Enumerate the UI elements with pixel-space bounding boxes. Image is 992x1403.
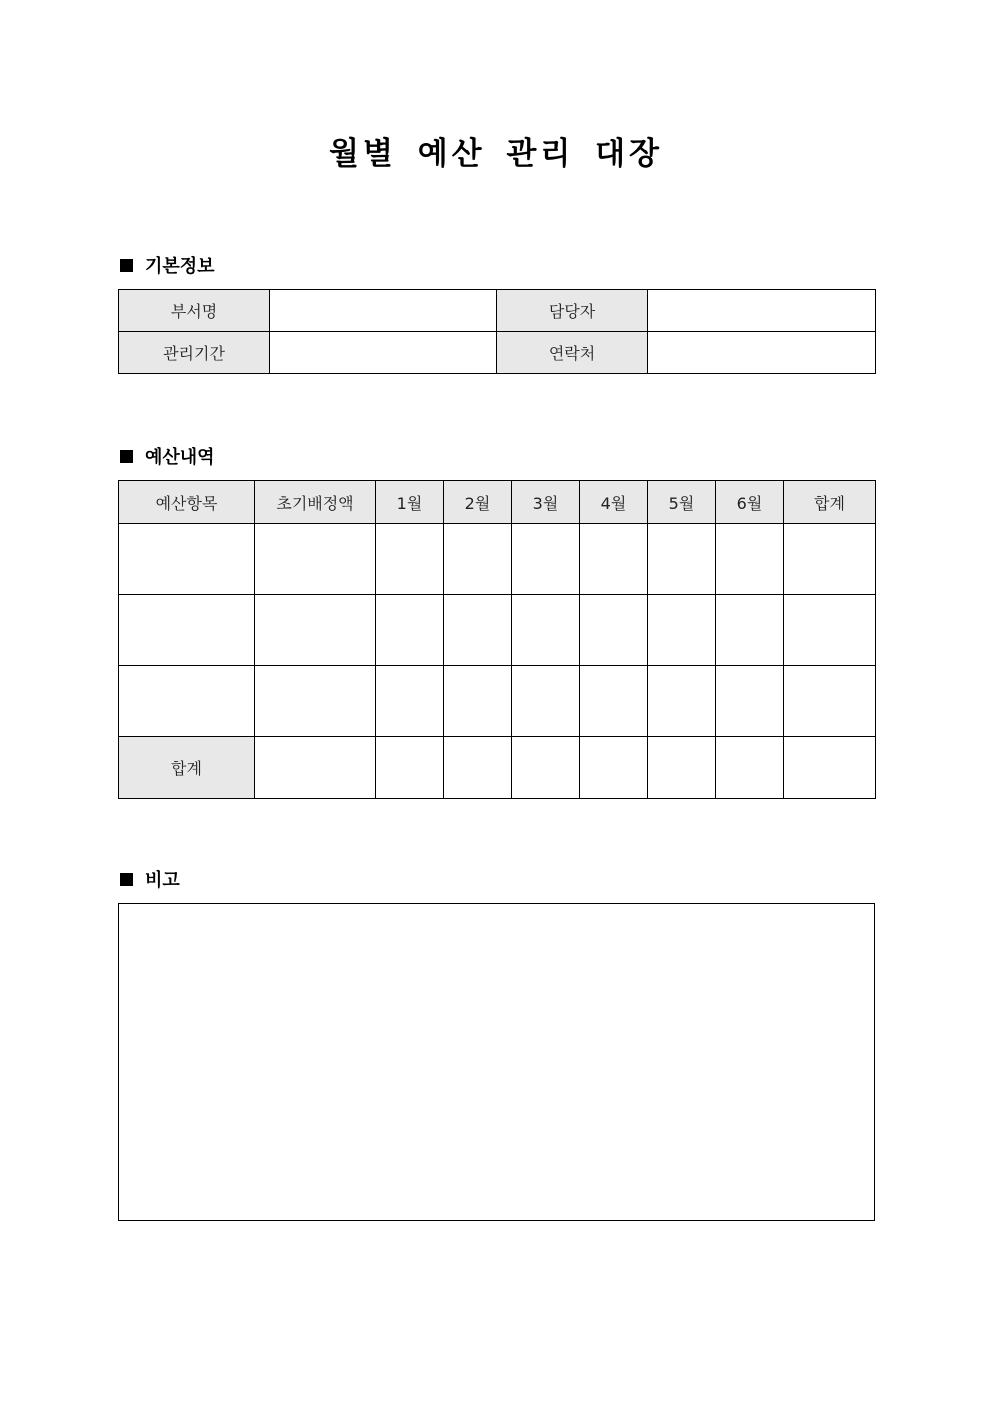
square-bullet-icon	[120, 450, 133, 463]
total-row	[119, 737, 876, 799]
table-cell[interactable]	[648, 666, 716, 737]
page-title: 월별 예산 관리 대장	[329, 136, 663, 172]
table-cell[interactable]	[716, 666, 784, 737]
table-row	[119, 290, 876, 332]
dept-label: 부서명	[119, 290, 270, 332]
table-cell[interactable]	[119, 595, 255, 666]
total-row-label: 합계	[119, 737, 255, 799]
table-cell[interactable]	[512, 524, 580, 595]
table-cell[interactable]	[716, 524, 784, 595]
table-cell[interactable]	[255, 524, 376, 595]
manager-label: 담당자	[497, 290, 648, 332]
total-cell[interactable]	[255, 737, 376, 799]
table-cell[interactable]	[580, 524, 648, 595]
period-field[interactable]	[270, 332, 497, 374]
table-cell[interactable]	[784, 666, 876, 737]
column-header-item: 예산항목	[119, 481, 255, 524]
table-cell[interactable]	[255, 595, 376, 666]
column-header-may: 5월	[648, 481, 716, 524]
total-cell[interactable]	[376, 737, 444, 799]
table-cell[interactable]	[119, 524, 255, 595]
section-heading-budget	[120, 444, 215, 468]
table-row	[119, 666, 876, 737]
section-heading-remarks	[120, 867, 180, 891]
section-heading-basic-info	[120, 253, 215, 277]
section-heading-label: 예산내역	[145, 447, 215, 468]
table-cell[interactable]	[444, 595, 512, 666]
table-cell[interactable]	[255, 666, 376, 737]
section-heading-label: 비고	[145, 870, 180, 891]
table-cell[interactable]	[512, 666, 580, 737]
table-cell[interactable]	[784, 524, 876, 595]
table-row	[119, 332, 876, 374]
table-cell[interactable]	[376, 524, 444, 595]
total-cell[interactable]	[648, 737, 716, 799]
column-header-apr: 4월	[580, 481, 648, 524]
table-cell[interactable]	[648, 595, 716, 666]
table-cell[interactable]	[580, 595, 648, 666]
budget-table	[118, 480, 876, 799]
square-bullet-icon	[120, 873, 133, 886]
table-cell[interactable]	[512, 595, 580, 666]
table-cell[interactable]	[444, 666, 512, 737]
table-cell[interactable]	[444, 524, 512, 595]
column-header-total: 합계	[784, 481, 876, 524]
table-header-row	[119, 481, 876, 524]
table-cell[interactable]	[376, 666, 444, 737]
remarks-box[interactable]	[118, 903, 875, 1221]
basic-info-table	[118, 289, 876, 374]
column-header-feb: 2월	[444, 481, 512, 524]
table-cell[interactable]	[376, 595, 444, 666]
table-cell[interactable]	[580, 666, 648, 737]
table-row	[119, 524, 876, 595]
total-cell[interactable]	[512, 737, 580, 799]
column-header-mar: 3월	[512, 481, 580, 524]
column-header-jan: 1월	[376, 481, 444, 524]
total-cell[interactable]	[784, 737, 876, 799]
table-cell[interactable]	[648, 524, 716, 595]
table-cell[interactable]	[119, 666, 255, 737]
period-label: 관리기간	[119, 332, 270, 374]
total-cell[interactable]	[444, 737, 512, 799]
total-cell[interactable]	[580, 737, 648, 799]
table-cell[interactable]	[784, 595, 876, 666]
manager-field[interactable]	[648, 290, 876, 332]
dept-field[interactable]	[270, 290, 497, 332]
column-header-jun: 6월	[716, 481, 784, 524]
contact-field[interactable]	[648, 332, 876, 374]
contact-label: 연락처	[497, 332, 648, 374]
table-row	[119, 595, 876, 666]
table-cell[interactable]	[716, 595, 784, 666]
total-cell[interactable]	[716, 737, 784, 799]
square-bullet-icon	[120, 259, 133, 272]
section-heading-label: 기본정보	[145, 256, 215, 277]
column-header-initial: 초기배정액	[255, 481, 376, 524]
